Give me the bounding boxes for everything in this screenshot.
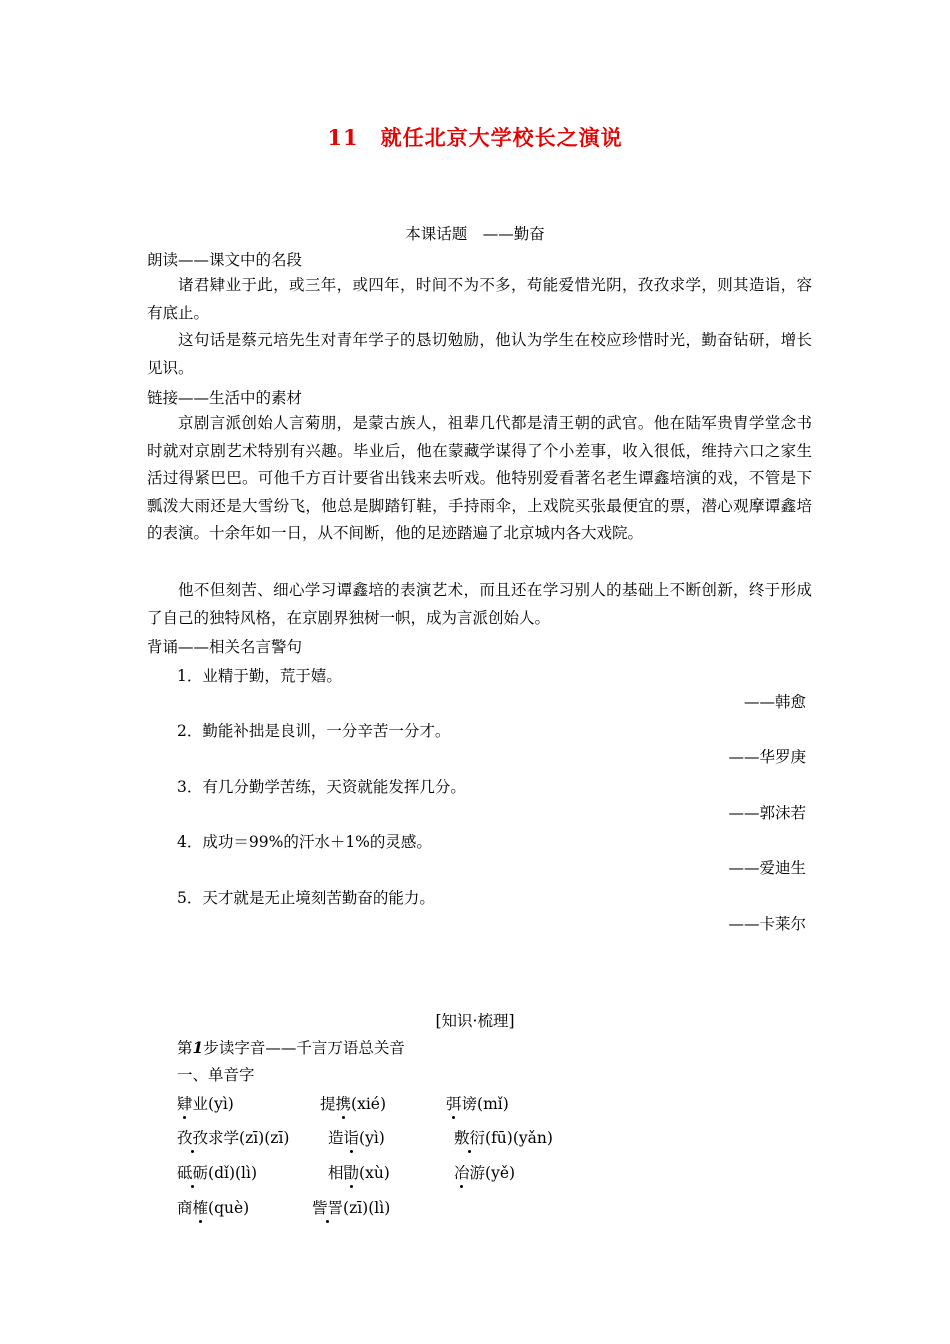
- quote-text: 3．有几分勤学苦练，天资就能发挥几分。: [177, 778, 466, 796]
- pinyin-word: 砥砺(dǐ)(lì): [177, 1164, 257, 1182]
- quote-text: 1．业精于勤，荒于嬉。: [177, 667, 342, 685]
- marked-char: 孜孜: [177, 1129, 209, 1147]
- step-number: 1: [192, 1038, 204, 1057]
- marked-char: 冶: [454, 1164, 470, 1182]
- marked-char: 勖: [343, 1164, 360, 1182]
- subsection-heading: 一、单音字: [177, 1066, 255, 1084]
- pinyin-word: 孜孜求学(zī)(zī): [177, 1129, 290, 1147]
- quote-author: ——韩愈: [743, 693, 806, 711]
- section-read-heading: 朗读——课文中的名段: [147, 251, 303, 269]
- quote-text: 5．天才就是无止境刻苦勤奋的能力。: [177, 889, 435, 907]
- section-recite-heading: 背诵——相关名言警句: [147, 638, 303, 656]
- marked-char: 肄: [177, 1095, 193, 1113]
- section-link-heading: 链接——生活中的素材: [147, 389, 303, 407]
- topic-heading: 本课话题 ——勤奋: [405, 225, 545, 243]
- step-prefix: 第: [177, 1039, 193, 1057]
- quote-text: 4．成功＝99%的汗水＋1%的灵感。: [177, 833, 432, 851]
- step-heading: [177, 1038, 405, 1058]
- material-paragraph-1: 京剧言派创始人言菊朋，是蒙古族人，祖辈几代都是清王朝的武官。他在陆军贵胄学堂念书时就对京剧艺术特别有兴趣。毕业后，他在蒙藏学谋得了个小差事，收入很低，维持六口之家生活过得紧巴巴。可他千方百计要省出钱来去听戏。他特别爱看著名老生谭鑫培演的戏，不管是下瓢泼大雨还是大雪纷飞，他总是脚踏钉鞋，手持雨伞，上戏院买张最便宜的票，潜心观摩谭鑫培的表演。十余年如一日，从不间断，他的足迹踏遍了北京城内各大戏院。: [147, 414, 812, 542]
- passage-explanation: 这句话是蔡元培先生对青年学子的恳切勉励，他认为学生在校应珍惜时光，勤奋钻研，增长见识。: [147, 331, 812, 377]
- quote-text: 2．勤能补拙是良训，一分辛苦一分才。: [177, 722, 451, 740]
- marked-char: 携: [335, 1095, 352, 1113]
- pinyin-word: 冶游(yě): [454, 1164, 516, 1182]
- pinyin-word: 商榷(què): [177, 1199, 250, 1217]
- pinyin-word: 弭谤(mǐ): [446, 1095, 509, 1113]
- material-paragraph-2: 他不但刻苦、细心学习谭鑫培的表演艺术，而且还在学习别人的基础上不断创新，终于形成了自己的独特风格，在京剧界独树一帜，成为言派创始人。: [147, 581, 812, 627]
- famous-passage: 诸君肄业于此，或三年，或四年，时间不为不多，苟能爱惜光阴，孜孜求学，则其造诣，容有底止。: [147, 276, 812, 322]
- marked-char: 弭: [446, 1095, 462, 1113]
- step-title: 步读字音——千言万语总关音: [203, 1039, 405, 1057]
- knowledge-label: [知识·梳理]: [435, 1012, 515, 1030]
- marked-char: 榷: [192, 1199, 209, 1217]
- marked-char: 敷衍: [454, 1129, 486, 1147]
- quote-author: ——卡莱尔: [728, 915, 806, 933]
- marked-char: 訾詈: [312, 1199, 344, 1217]
- pinyin-word: 訾詈(zī)(lì): [312, 1199, 391, 1217]
- pinyin-word: 相勖(xù): [328, 1164, 390, 1182]
- quote-author: ——华罗庚: [728, 748, 806, 766]
- marked-char: 砥砺: [177, 1164, 209, 1182]
- quote-author: ——郭沫若: [728, 804, 806, 822]
- marked-char: 诣: [343, 1129, 360, 1147]
- quote-author: ——爱迪生: [728, 859, 806, 877]
- page-title: 11 就任北京大学校长之演说: [327, 125, 623, 150]
- pinyin-word: 敷衍(fū)(yǎn): [454, 1129, 553, 1147]
- pinyin-word: 提携(xié): [320, 1095, 386, 1113]
- pinyin-word: 造诣(yì): [328, 1129, 385, 1147]
- pinyin-word: 肄业(yì): [177, 1095, 234, 1113]
